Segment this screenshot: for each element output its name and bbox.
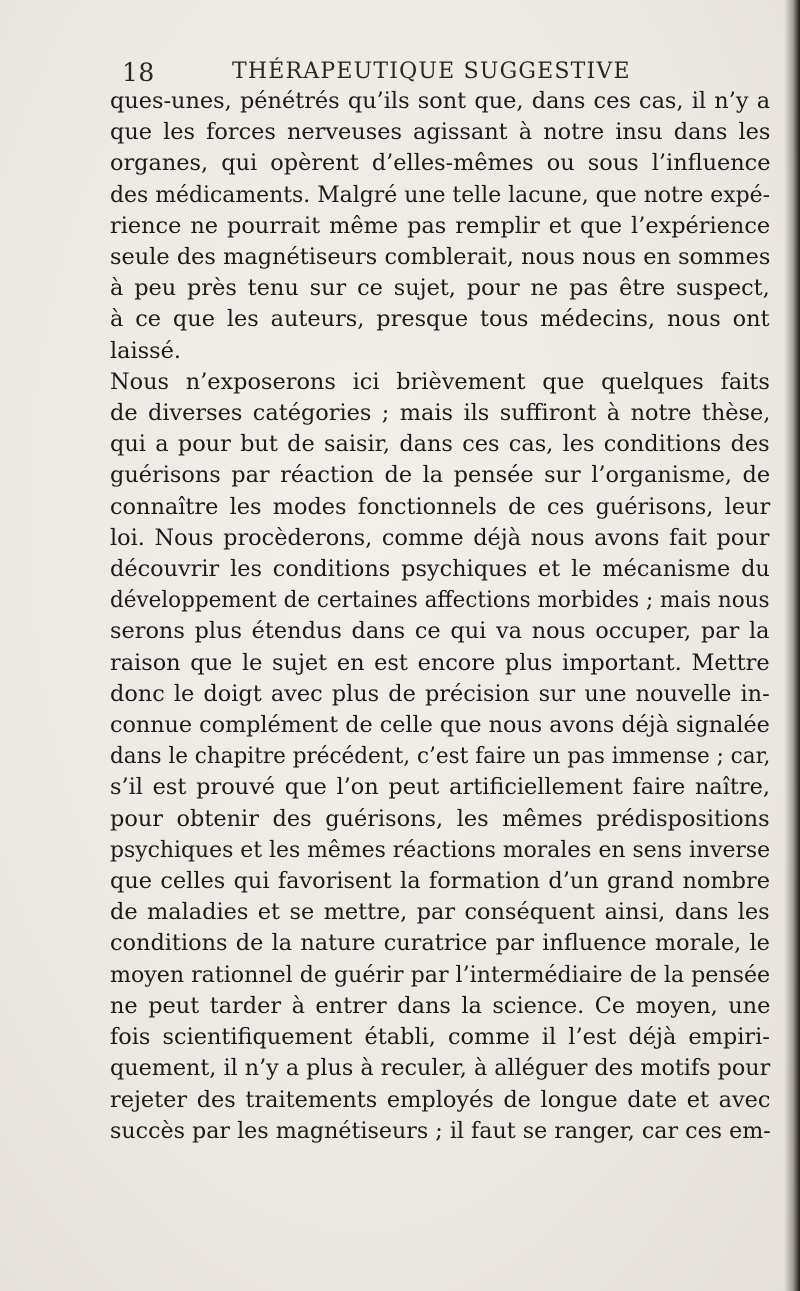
running-title: THÉRAPEUTIQUE SUGGESTIVE bbox=[232, 59, 631, 84]
text-line: ques-unes, pénétrés qu’ils sont que, dans ces cas, il n’y a bbox=[110, 88, 771, 114]
text-line: guérisons par réaction de la pensée sur l’organisme, de bbox=[110, 462, 771, 489]
text-line: qui a pour but de saisir, dans ces cas, les conditions des bbox=[110, 431, 770, 458]
running-head bbox=[122, 58, 770, 88]
text-line: de maladies et se mettre, par conséquent ainsi, dans les bbox=[110, 899, 770, 926]
text-line: fois scientifiquement établi, comme il l’est déjà empiri- bbox=[110, 1024, 770, 1051]
text-line: rience ne pourrait même pas remplir et que l’expérience bbox=[110, 212, 771, 239]
paragraph-start-line: Nous n’exposerons ici brièvement que quelques faits bbox=[110, 368, 770, 395]
text-line: serons plus étendus dans ce qui va nous occuper, par la bbox=[110, 618, 770, 645]
text-line: connue complément de celle que nous avons déjà signalée bbox=[110, 712, 770, 739]
text-line: psychiques et les mêmes réactions morales en sens inverse bbox=[110, 836, 771, 863]
text-line: seule des magnétiseurs comblerait, nous nous en sommes bbox=[110, 244, 771, 271]
text-line: que les forces nerveuses agissant à notre insu dans les bbox=[110, 119, 771, 146]
text-line: développement de certaines affections morbides ; mais nous bbox=[110, 587, 770, 614]
text-line: à ce que les auteurs, presque tous médecins, nous ont bbox=[110, 306, 770, 333]
text-line: connaître les modes fonctionnels de ces guérisons, leur bbox=[110, 493, 771, 520]
text-line: donc le doigt avec plus de précision sur une nouvelle in- bbox=[110, 680, 770, 707]
text-line: s’il est prouvé que l’on peut artificiellement faire naître, bbox=[110, 774, 770, 801]
body-text bbox=[110, 86, 790, 1147]
text-line: dans le chapitre précédent, c’est faire un pas immense ; car, bbox=[110, 743, 771, 770]
text-line: des médicaments. Malgré une telle lacune, que notre expé- bbox=[110, 181, 771, 208]
text-line: que celles qui favorisent la formation d’un grand nombre bbox=[110, 868, 770, 895]
text-line: de diverses catégories ; mais ils suffiront à notre thèse, bbox=[110, 400, 771, 427]
text-line: rejeter des traitements employés de longue date et avec bbox=[110, 1086, 771, 1113]
text-line: découvrir les conditions psychiques et le mécanisme du bbox=[110, 556, 770, 583]
text-line: succès par les magnétiseurs ; il faut se ranger, car ces em- bbox=[110, 1117, 771, 1144]
text-line: quement, il n’y a plus à reculer, à alléguer des motifs pour bbox=[110, 1055, 771, 1082]
text-line: organes, qui opèrent d’elles-mêmes ou sous l’influence bbox=[110, 150, 771, 177]
page-number: 18 bbox=[122, 58, 155, 87]
text-line: pour obtenir des guérisons, les mêmes prédispositions bbox=[110, 805, 770, 832]
text-line: conditions de la nature curatrice par influence morale, le bbox=[110, 930, 770, 957]
text-line: moyen rationnel de guérir par l’intermédiaire de la pensée bbox=[110, 961, 771, 988]
text-line: à peu près tenu sur ce sujet, pour ne pas être suspect, bbox=[110, 275, 770, 302]
text-line: raison que le sujet en est encore plus important. Mettre bbox=[110, 649, 770, 676]
text-line: loi. Nous procèderons, comme déjà nous avons fait pour bbox=[110, 524, 770, 551]
text-line: ne peut tarder à entrer dans la science. Ce moyen, une bbox=[110, 992, 771, 1019]
text-line: laissé. bbox=[110, 337, 182, 364]
